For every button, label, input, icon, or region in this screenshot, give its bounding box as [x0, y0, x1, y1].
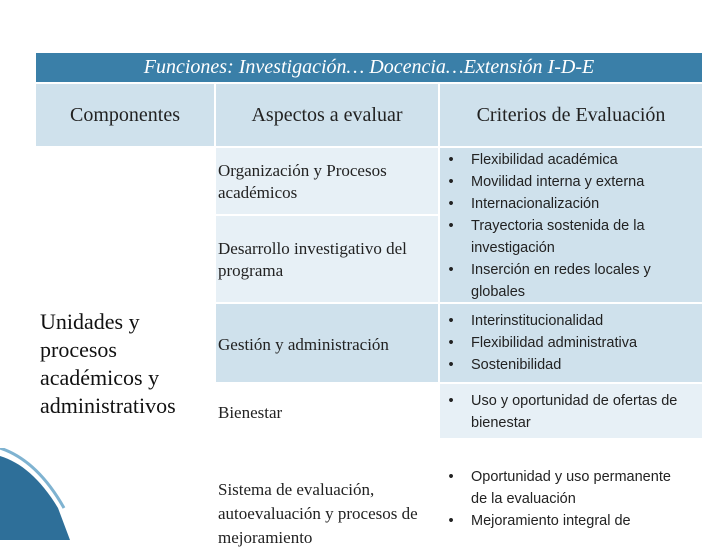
component-label: Unidades y procesos académicos y administrativos: [40, 309, 176, 418]
bullet-icon: •: [448, 513, 454, 529]
criteria-list-4: [444, 466, 700, 532]
bullet-icon: •: [448, 469, 454, 485]
aspect-gestion: Gestión y administración: [218, 335, 389, 354]
criteria-list-1: [444, 149, 700, 303]
criteria-item: • Interinstitucionalidad: [444, 310, 700, 332]
criteria-item: • Flexibilidad administrativa: [444, 332, 700, 354]
bullet-icon: •: [448, 393, 454, 409]
criteria-item: • Flexibilidad académica: [444, 149, 700, 171]
column-header-componentes-label: Componentes: [70, 103, 180, 126]
bullet-icon: •: [448, 152, 454, 168]
criteria-item: • Trayectoria sostenida de la investigación: [444, 215, 700, 259]
bullet-icon: •: [448, 196, 454, 212]
criteria-list-2: [444, 310, 700, 376]
functions-header-bar: [36, 53, 702, 82]
aspect-organizacion: Organización y Procesos académicos: [218, 161, 387, 202]
column-header-criterios: [440, 84, 702, 146]
criteria-item: • Oportunidad y uso permanente de la evaluación: [444, 466, 700, 510]
column-header-componentes: [36, 84, 214, 146]
bullet-icon: •: [448, 313, 454, 329]
column-header-aspectos-label: Aspectos a evaluar: [251, 103, 403, 126]
criteria-list-3: [444, 390, 702, 434]
bullet-icon: •: [448, 262, 454, 278]
criteria-item: • Uso y oportunidad de ofertas de bienestar: [444, 390, 702, 434]
aspect-bienestar: Bienestar: [218, 403, 283, 422]
bullet-icon: •: [448, 335, 454, 351]
criteria-item: • Inserción en redes locales y globales: [444, 259, 700, 303]
aspect-desarrollo-investigativo: Desarrollo investigativo del programa: [218, 239, 407, 280]
criteria-item: • Internacionalización: [444, 193, 700, 215]
bullet-icon: •: [448, 174, 454, 190]
column-header-aspectos: [216, 84, 438, 146]
criteria-item: • Sostenibilidad: [444, 354, 700, 376]
column-header-criterios-label: Criterios de Evaluación: [476, 103, 666, 126]
decorative-wave-graphic: [0, 448, 70, 540]
bullet-icon: •: [448, 357, 454, 373]
criteria-item: • Movilidad interna y externa: [444, 171, 700, 193]
bullet-icon: •: [448, 218, 454, 234]
aspect-sistema-evaluacion: Sistema de evaluación, autoevaluación y procesos de mejoramiento: [218, 480, 418, 547]
functions-title: Funciones: Investigación… Docencia…Extensión I-D-E: [143, 56, 595, 78]
criteria-item: • Mejoramiento integral de: [444, 510, 700, 532]
